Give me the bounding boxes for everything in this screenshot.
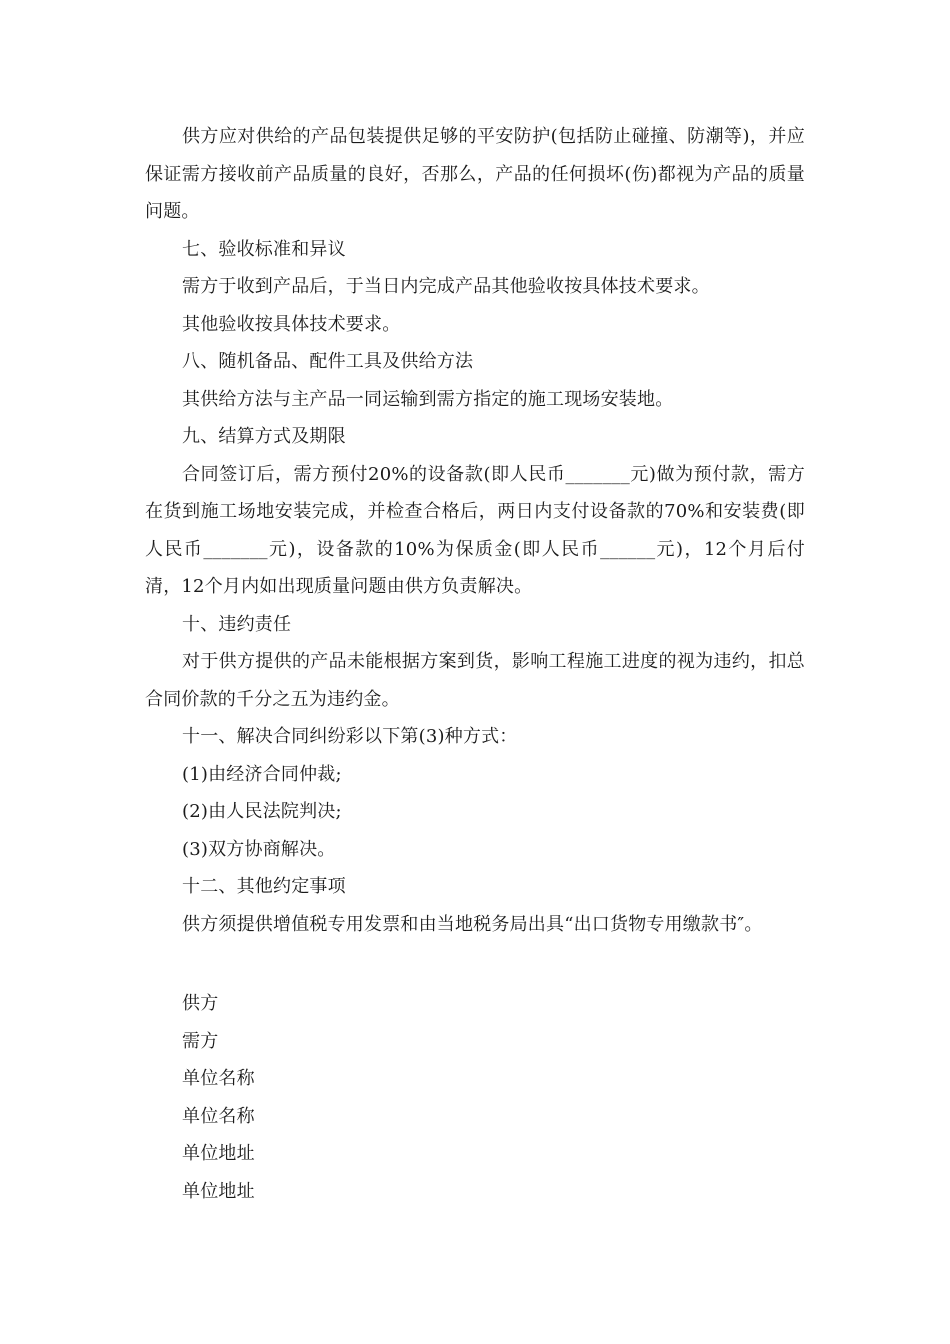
signature-spacer xyxy=(145,943,805,985)
paragraph-breach: 对于供方提供的产品未能根据方案到货，影响工程施工进度的视为违约，扣总合同价款的千分之五为违约金。 xyxy=(145,651,805,710)
heading-section-10: 十、违约责任 xyxy=(182,613,292,635)
signature-org-name-label: 单位名称 xyxy=(182,1068,255,1089)
heading-section-8: 八、随机备品、配件工具及供给方法 xyxy=(182,351,474,372)
heading-section-9: 九、结算方式及期限 xyxy=(182,426,346,447)
signature-buyer-label: 需方 xyxy=(182,1030,219,1052)
heading-section-11: 十一、解决合同纠纷彩以下第(3)种方式： xyxy=(182,726,518,747)
paragraph-settlement: 合同签订后，需方预付20%的设备款(即人民币_______元)做为预付款，需方在货到施工场地安装完成，并检查合格后，两日内支付设备款的70%和安装费(即人民币_______元)，设备款的10%为保质金(即人民币______元)，12个月后付清，12个月内如出现质量问题由供方负责解决。 xyxy=(145,463,805,597)
document-body xyxy=(145,118,805,1210)
heading-section-12: 十二、其他约定事项 xyxy=(182,876,346,897)
list-item-arbitration: (1)由经济合同仲裁; xyxy=(182,763,342,785)
paragraph-supply-method: 其供给方法与主产品一同运输到需方指定的施工现场安装地。 xyxy=(182,388,674,410)
signature-org-name-label: 单位名称 xyxy=(182,1105,255,1127)
list-item-negotiation: (3)双方协商解决。 xyxy=(182,838,336,860)
paragraph-packaging: 供方应对供给的产品包装提供足够的平安防护(包括防止碰撞、防潮等)，并应保证需方接收前产品质量的良好，否那么，产品的任何损坏(伤)都视为产品的质量问题。 xyxy=(145,126,805,222)
signature-supplier-label: 供方 xyxy=(182,993,219,1014)
list-item-court: (2)由人民法院判决; xyxy=(182,801,342,822)
heading-section-7: 七、验收标准和异议 xyxy=(182,238,346,260)
signature-org-address-label: 单位地址 xyxy=(182,1180,255,1202)
paragraph-invoice: 供方须提供增值税专用发票和由当地税务局出具“出口货物专用缴款书″。 xyxy=(182,913,763,935)
paragraph-acceptance-other: 其他验收按具体技术要求。 xyxy=(182,313,401,335)
signature-org-address-label: 单位地址 xyxy=(182,1143,255,1164)
paragraph-acceptance: 需方于收到产品后，于当日内完成产品其他验收按具体技术要求。 xyxy=(182,276,710,297)
